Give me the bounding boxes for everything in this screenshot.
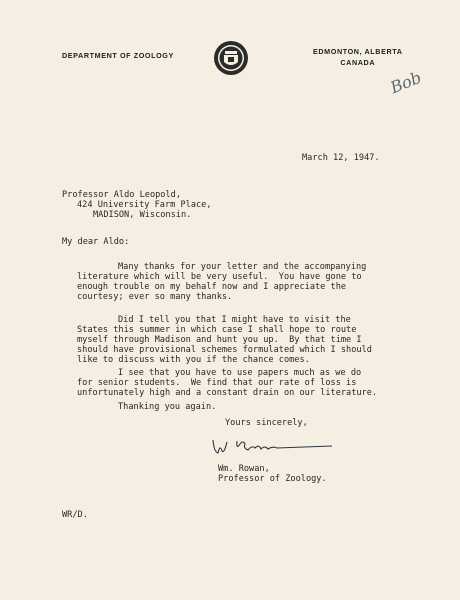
- paragraph-2-line-2: States this summer in which case I shall hope to route: [77, 325, 357, 335]
- closing: Yours sincerely,: [225, 418, 308, 428]
- letterhead-city: EDMONTON, ALBERTA: [313, 47, 403, 56]
- signer-title: Professor of Zoology.: [218, 474, 327, 484]
- letter-date: March 12, 1947.: [302, 153, 380, 163]
- paragraph-2-line-1: Did I tell you that I might have to visit the: [118, 315, 351, 325]
- paragraph-2-line-4: should have provisional schemes formulated which I should: [77, 345, 372, 355]
- paragraph-3-line-2: for senior students. We find that our rate of loss is: [77, 378, 357, 388]
- reference-initials: WR/D.: [62, 510, 88, 520]
- salutation: My dear Aldo:: [62, 237, 130, 247]
- letterhead-country: CANADA: [340, 58, 376, 67]
- paragraph-3-line-1: I see that you have to use papers much as we do: [118, 368, 362, 378]
- letterhead-address: [313, 46, 403, 68]
- thanks-line: Thanking you again.: [118, 402, 217, 412]
- paragraph-3-line-3: unfortunately high and a constant drain on our literature.: [77, 388, 378, 398]
- paragraph-2-line-3: myself through Madison and hunt you up. By that time I: [77, 335, 362, 345]
- handwritten-signature-icon: [207, 434, 337, 458]
- margin-note: Bob: [387, 67, 425, 98]
- recipient-street: 424 University Farm Place,: [77, 200, 212, 210]
- letterhead-department: DEPARTMENT OF ZOOLOGY: [62, 51, 174, 60]
- paragraph-2-line-5: like to discuss with you if the chance comes.: [77, 355, 310, 365]
- signer-name: Wm. Rowan,: [218, 464, 270, 474]
- paragraph-1-line-1: Many thanks for your letter and the accompanying: [118, 262, 367, 272]
- paragraph-1-line-3: enough trouble on my behalf now and I appreciate the: [77, 282, 347, 292]
- university-seal-icon: [213, 40, 249, 76]
- recipient-city: MADISON, Wisconsin.: [93, 210, 192, 220]
- paragraph-1-line-4: courtesy; ever so many thanks.: [77, 292, 233, 302]
- paragraph-1-line-2: literature which will be very useful. You have gone to: [77, 272, 362, 282]
- recipient-name: Professor Aldo Leopold,: [62, 190, 181, 200]
